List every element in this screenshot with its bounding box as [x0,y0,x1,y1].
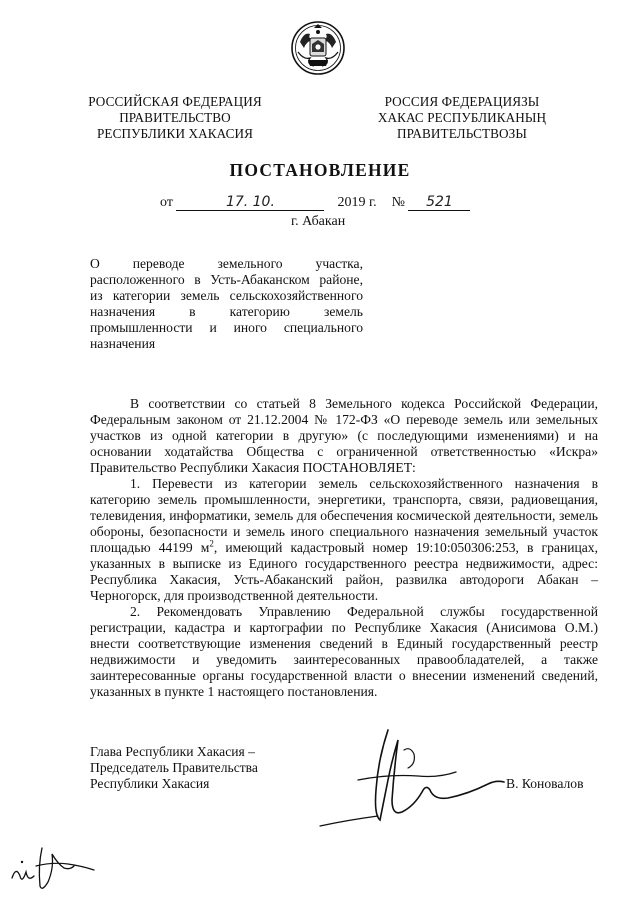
document-title: ПОСТАНОВЛЕНИЕ [229,160,411,180]
date-handwritten: 17. 10. [225,194,275,210]
date-line [160,195,470,211]
subject-line: расположенного в Усть-Абаканском районе, [90,272,363,287]
number-handwritten: 521 [426,194,453,210]
date-field [176,195,324,211]
subject-line: О переводе земельного участка, [90,256,363,271]
item-1-superscript: 2 [209,538,214,549]
handwritten-signature [318,720,508,830]
header-right-line-2: ХАКАС РЕСПУБЛИКАНЫҢ [377,110,547,125]
signatory-line-3: Республики Хакасия [90,776,210,791]
item-1-text-b: , имеющий кадастровый номер 19:10:050306:253, в границах, указанных в выписке из Единого государственного реестра недвижимости, адрес: Республика Хакасия, Усть-Абаканский район, развилка автодороги Абакан – Черногорск, для производственной деятельности. [90,540,598,603]
subject-line: назначения [90,336,156,351]
number-field [408,195,470,211]
number-sign: № [391,195,405,210]
signatory-line-2: Председатель Правительства [90,760,258,775]
header-left-line-3: РЕСПУБЛИКИ ХАКАСИЯ [97,126,253,141]
header-right-line-1: РОССИЯ ФЕДЕРАЦИЯЗЫ [384,94,540,109]
header-right [357,94,567,142]
item-1-text-a: 1. Перевести из категории земель сельскохозяйственного назначения в категорию земель промышленности, энергетики, транспорта, связи, радиовещания, телевидения, информатики, земель для обеспечения космической деятельности, земель обороны, безопасности и земель иного специального назначения земельный участок площадью 44199 м [90,476,598,555]
city: г. Абакан [291,214,346,229]
subject-line: промышленности и иного специального [90,320,363,335]
subject-line: из категории земель сельскохозяйственного [90,288,363,303]
signatory-name: В. Коновалов [506,776,584,791]
header-right-line-3: ПРАВИТЕЛЬСТВОЗЫ [397,126,527,141]
date-prefix: от [160,195,173,210]
item-2-paragraph: 2. Рекомендовать Управлению Федеральной службы государственной регистрации, кадастра и картографии по Республике Хакасия (Анисимова О.М.) внести соответствующие изменения сведений в Единый государственный реестр недвижимости и уведомить заинтересованных правообладателей, а также заинтересованные органы государственной власти о внесении изменений сведений, указанных в пункте 1 настоящего постановления. [90,604,598,699]
initials-mark [8,842,98,894]
header-left [70,94,280,142]
header-left-line-1: РОССИЙСКАЯ ФЕДЕРАЦИЯ [88,94,262,109]
subject-line: назначения в категорию земель [90,304,363,319]
document-body [90,396,598,700]
signatory-line-1: Глава Республики Хакасия – [90,744,255,759]
signatory-title [90,744,258,792]
header-left-line-2: ПРАВИТЕЛЬСТВО [119,110,231,125]
subject-block [90,256,363,352]
date-year: 2019 г. [337,195,377,210]
khakassia-coat-of-arms-icon [290,20,346,76]
preamble-paragraph: В соответствии со статьей 8 Земельного кодекса Российской Федерации, Федеральным законом от 21.12.2004 № 172-ФЗ «О переводе земель или земельных участков из одной категории в другую» (с последующими изменениями) и на основании ходатайства Общества с ограниченной ответственностью «Искра» Правительство Республики Хакасия ПОСТАНОВЛЯЕТ: [90,396,598,475]
item-1-paragraph [90,476,598,604]
